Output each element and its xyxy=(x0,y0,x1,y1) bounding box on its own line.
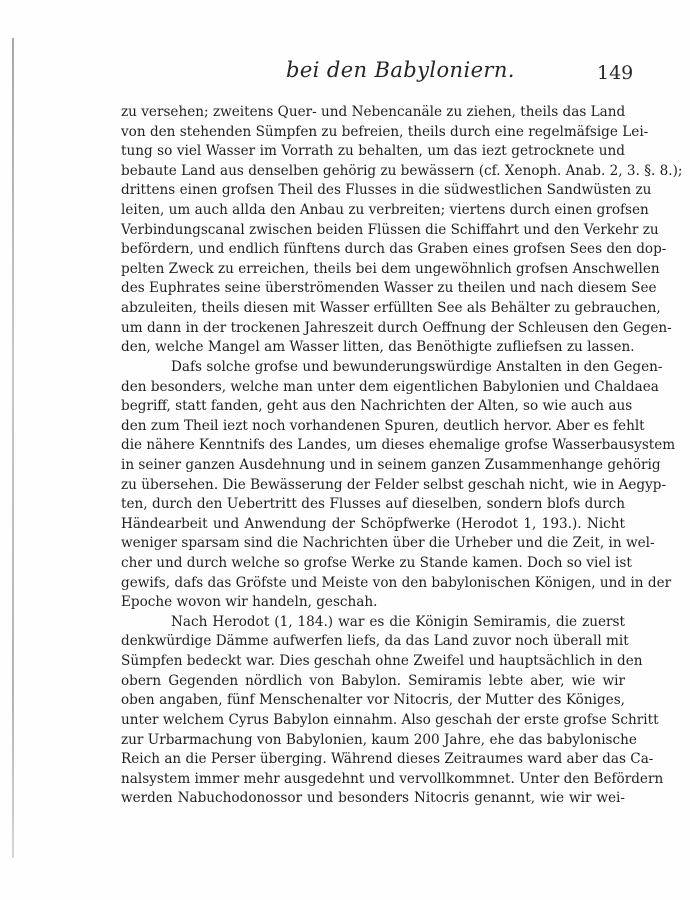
text-line: in seiner ganzen Ausdehnung und in seinem ganzen Zusammenhange gehörig xyxy=(121,456,661,473)
text-line: den, welche Mangel am Wasser litten, das Benöthigte zufliefsen zu lassen. xyxy=(121,339,635,356)
text-line: begriff, statt fanden, geht aus den Nachrichten der Alten, so wie auch aus xyxy=(121,398,633,415)
paragraph-start-line: Dafs solche grofse und bewunderungswürdige Anstalten in den Gegen- xyxy=(171,358,663,375)
text-line: cher und durch welche so grofse Werke zu Stande kamen. Doch so viel ist xyxy=(121,555,632,572)
text-line: obern Gegenden nördlich von Babylon. Semiramis lebte aber, wie wir xyxy=(121,672,625,689)
text-line: Reich an die Perser überging. Während dieses Zeitraumes ward aber das Ca- xyxy=(121,751,654,768)
body-text xyxy=(121,103,683,809)
page-edge-shadow xyxy=(12,38,14,858)
text-line: des Euphrates seine überströmenden Wasser zu theilen und nach diesem See xyxy=(121,280,657,297)
text-line: unter welchem Cyrus Babylon einnahm. Also geschah der erste grofse Schritt xyxy=(121,711,659,728)
text-line: den besonders, welche man unter dem eigentlichen Babylonien und Chaldaea xyxy=(121,378,659,395)
text-line: zur Urbarmachung von Babylonien, kaum 200 Jahre, ehe das babylonische xyxy=(121,731,637,748)
text-line: abzuleiten, theils diesen mit Wasser erfüllten See als Behälter zu gebrauchen, xyxy=(121,300,661,317)
text-line: die nähere Kenntnifs des Landes, um dieses ehemalige grofse Wasserbausystem xyxy=(121,437,676,454)
text-line: bebaute Land aus denselben gehörig zu bewässern (cf. Xenoph. Anab. 2, 3. §. 8.); xyxy=(121,162,683,179)
text-line: Verbindungscanal zwischen beiden Flüssen die Schiffahrt und den Verkehr zu xyxy=(121,221,659,238)
text-line: gewifs, dafs das Gröfste und Meiste von den babylonischen Königen, und in der xyxy=(121,574,672,591)
text-line: oben angaben, fünf Menschenalter vor Nitocris, der Mutter des Königes, xyxy=(121,692,625,709)
text-line: Sümpfen bedeckt war. Dies geschah ohne Zweifel und hauptsächlich in den xyxy=(121,653,643,670)
text-line: von den stehenden Sümpfen zu befreien, theils durch eine regelmäfsige Lei- xyxy=(121,123,649,140)
text-line: Epoche wovon wir handeln, geschah. xyxy=(121,594,378,611)
text-line: werden Nabuchodonossor und besonders Nitocris genannt, wie wir wei- xyxy=(121,790,625,807)
text-line: weniger sparsam sind die Nachrichten über die Urheber und die Zeit, in wel- xyxy=(121,535,655,552)
text-line: zu übersehen. Die Bewässerung der Felder selbst geschah nicht, wie in Aegyp- xyxy=(121,476,667,493)
text-line: ten, durch den Uebertritt des Flusses auf dieselben, sondern blofs durch xyxy=(121,496,625,513)
paragraph-start-line: Nach Herodot (1, 184.) war es die Königin Semiramis, die zuerst xyxy=(171,613,625,630)
text-line: zu versehen; zweitens Quer- und Nebencanäle zu ziehen, theils das Land xyxy=(121,104,626,120)
text-line: denkwürdige Dämme aufwerfen liefs, da das Land zuvor noch überall mit xyxy=(121,633,629,650)
text-line: Händearbeit und Anwendung der Schöpfwerke (Herodot 1, 193.). Nicht xyxy=(121,515,625,532)
text-line: nalsystem immer mehr ausgedehnt und vervollkommnet. Unter den Befördern xyxy=(121,770,664,787)
text-line: drittens einen grofsen Theil des Flusses in die südwestlichen Sandwüsten zu xyxy=(121,182,652,199)
text-line: tung so viel Wasser im Vorrath zu behalten, um das iezt getrocknete und xyxy=(121,143,625,160)
page-number: 149 xyxy=(597,62,634,84)
text-line: leiten, um auch allda den Anbau zu verbreiten; viertens durch einen grofsen xyxy=(121,202,649,219)
text-line: pelten Zweck zu erreichen, theils bei dem ungewöhnlich grofsen Anschwellen xyxy=(121,260,660,277)
text-line: befördern, und endlich fünftens durch das Graben eines grofsen Sees den dop- xyxy=(121,241,667,258)
text-line: um dann in der trockenen Jahreszeit durch Oeffnung der Schleusen den Gegen- xyxy=(121,319,672,336)
text-line: den zum Theil iezt noch vorhandenen Spuren, deutlich hervor. Aber es fehlt xyxy=(121,417,645,434)
running-title: bei den Babyloniern. xyxy=(286,58,515,82)
